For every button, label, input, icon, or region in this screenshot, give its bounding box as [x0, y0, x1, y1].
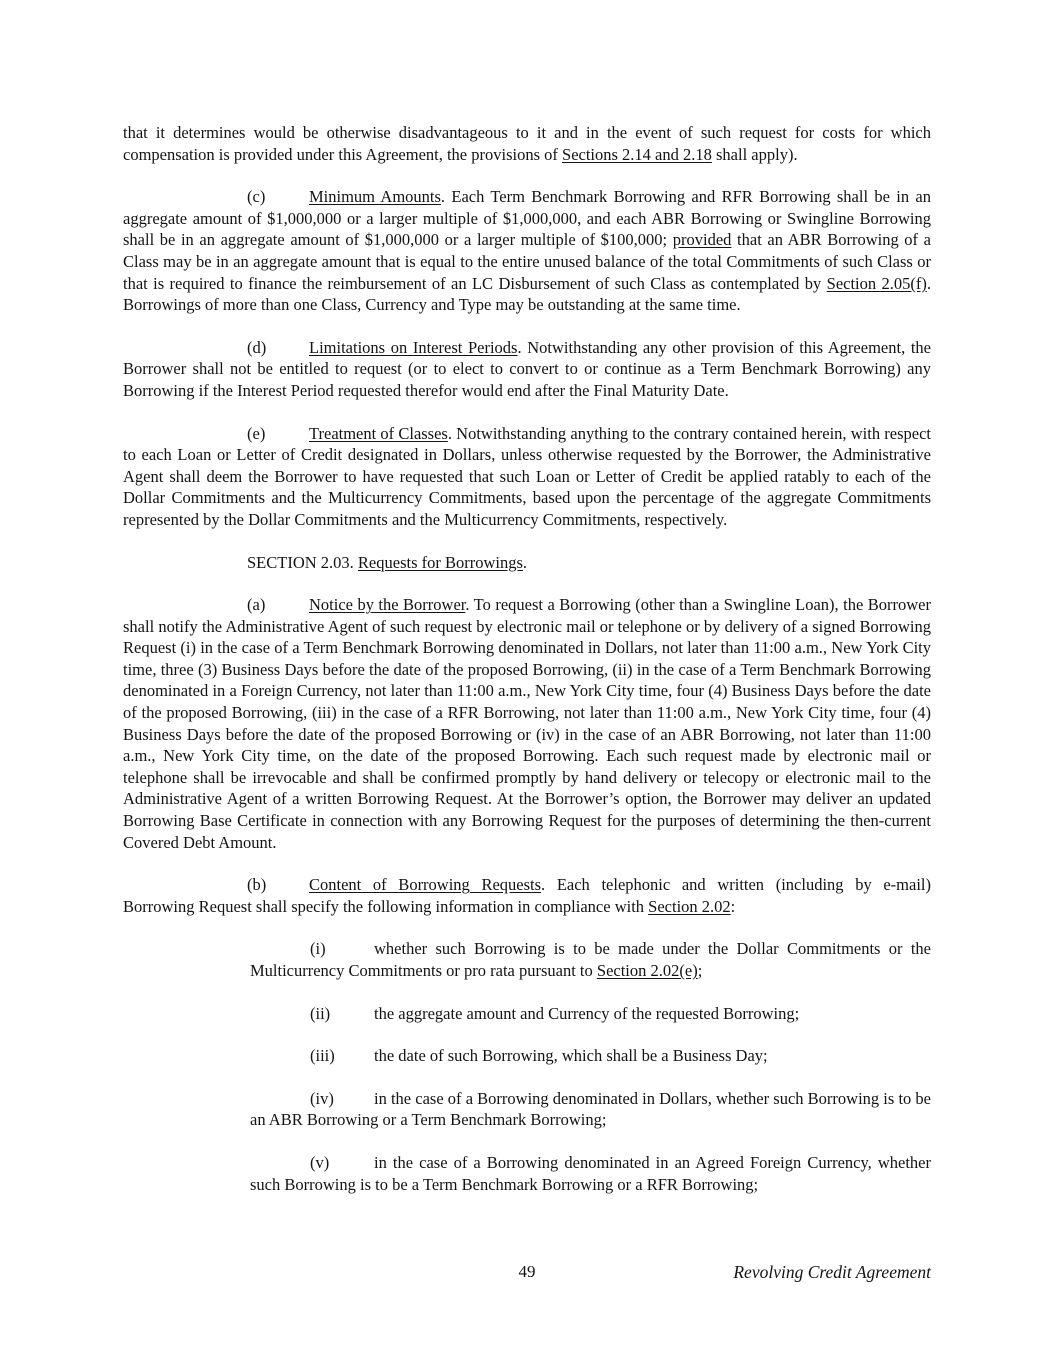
underlined-text-run: Section 2.02 [648, 896, 731, 916]
underlined-text-run: Section 2.02(e) [596, 961, 698, 980]
paragraph-label: (iv) [310, 1088, 334, 1108]
underlined-text-run: Content of Borrowing Requests [309, 875, 542, 895]
text-run: . Each telephonic and written (including by e-mail) Borrowing Request shall specify the following information in compliance with [123, 875, 931, 916]
paragraph-label: (i) [310, 939, 326, 959]
paragraph [123, 594, 931, 853]
paragraph-label: (d) [247, 337, 267, 357]
text-run: that an ABR Borrowing of a Class may be in an aggregate amount that is equal to the entire unused balance of the total Commitments of such Class or that is required to finance the reimbursement of an LC Disbursement of such Class as contemplated by [123, 230, 931, 293]
text-run: : [730, 896, 736, 916]
paragraph [123, 423, 931, 531]
text-run: . Borrowings of more than one Class, Currency and Type may be outstanding at the same time. [123, 273, 931, 315]
text-run: the date of such Borrowing, which shall be a Business Day; [374, 1046, 768, 1066]
page-number: 49 [518, 1262, 536, 1281]
paragraph-label: (a) [247, 595, 266, 615]
underlined-text-run: Section 2.05(f) [826, 273, 927, 293]
paragraph-label: (e) [247, 423, 266, 443]
underlined-text-run: Minimum Amounts [309, 187, 441, 207]
paragraph-label: (ii) [310, 1003, 331, 1023]
text-run: SECTION 2.03. [247, 552, 358, 572]
page-footer [123, 1262, 931, 1288]
footer-document-title: Revolving Credit Agreement [733, 1262, 931, 1282]
text-run: ; [697, 961, 703, 980]
underlined-text-run: Sections 2.14 and 2.18 [562, 144, 712, 164]
underlined-text-run: Limitations on Interest Periods [309, 337, 518, 357]
paragraph [123, 122, 931, 165]
paragraph [250, 1088, 931, 1131]
underlined-text-run: Notice by the Borrower [309, 595, 466, 615]
paragraph-label: (v) [310, 1152, 330, 1172]
text-run: . Notwithstanding any other provision of this Agreement, the Borrower shall not be entitled to request (or to elect to convert to or continue as a Term Benchmark Borrowing) any Borrowing if the Interest Period requested therefor would end after the Final Maturity Date. [123, 337, 931, 400]
paragraph [250, 1045, 931, 1067]
paragraph [250, 938, 931, 981]
document-body [123, 122, 931, 1216]
text-run: the aggregate amount and Currency of the requested Borrowing; [374, 1003, 800, 1023]
text-run: . Notwithstanding anything to the contrary contained herein, with respect to each Loan or Letter of Credit designated in Dollars, unless otherwise requested by the Borrower, the Administrative Agent shall deem the Borrower to have requested that such Loan or Letter of Credit be applied ratably to each of the Dollar Commitments and the Multicurrency Commitments, based upon the percentage of the aggregate Commitments represented by the Dollar Commitments and the Multicurrency Commitments, respectively. [123, 423, 931, 529]
text-run: . To request a Borrowing (other than a Swingline Loan), the Borrower shall notify the Administrative Agent of such request by electronic mail or telephone or by delivery of a signed Borrowing Request (i) in the case of a Term Benchmark Borrowing denominated in Dollars, not later than 11:00 a.m., New York City time, three (3) Business Days before the date of the proposed Borrowing, (ii) in the case of a Term Benchmark Borrowing denominated in a Foreign Currency, not later than 11:00 a.m., New York City time, four (4) Business Days before the date of the proposed Borrowing, (iii) in the case of a RFR Borrowing, not later than 11:00 a.m., New York City time, four (4) Business Days before the date of the proposed Borrowing or (iv) in the case of an ABR Borrowing, not later than 11:00 a.m., New York City time, on the date of the proposed Borrowing. Each such request made by electronic mail or telephone shall be irrevocable and shall be confirmed promptly by hand delivery or telecopy or electronic mail to the Administrative Agent of a written Borrowing Request. At the Borrower’s option, the Borrower may deliver an updated Borrowing Base Certificate in connection with any Borrowing Request for the purposes of determining the then-current Covered Debt Amount. [123, 595, 931, 852]
paragraph [250, 1152, 931, 1195]
underlined-text-run: provided [672, 230, 732, 250]
text-run: whether such Borrowing is to be made under the Dollar Commitments or the Multicurrency Commitments or pro rata pursuant to [250, 939, 931, 980]
paragraph [123, 874, 931, 917]
paragraph [123, 337, 931, 402]
text-run: in the case of a Borrowing denominated in Dollars, whether such Borrowing is to be an ABR Borrowing or a Term Benchmark Borrowing; [250, 1088, 931, 1130]
underlined-text-run: Treatment of Classes [309, 423, 448, 443]
text-run: shall apply). [711, 144, 798, 164]
text-run: in the case of a Borrowing denominated in an Agreed Foreign Currency, whether such Borrowing is to be a Term Benchmark Borrowing or a RFR Borrowing; [250, 1152, 931, 1194]
paragraph-label: (b) [247, 875, 267, 895]
text-run: . [522, 552, 528, 572]
text-run: that it determines would be otherwise disadvantageous to it and in the event of such request for costs for which compensation is provided under this Agreement, the provisions of [123, 123, 931, 164]
paragraph [123, 186, 931, 316]
text-run: . Each Term Benchmark Borrowing and RFR Borrowing shall be in an aggregate amount of $1,000,000 or a larger multiple of $1,000,000, and each ABR Borrowing or Swingline Borrowing shall be in an aggregate amount of $1,000,000 or a larger multiple of $100,000; [123, 187, 931, 250]
paragraph [123, 552, 931, 574]
paragraph-label: (c) [247, 187, 266, 207]
paragraph [250, 1003, 931, 1025]
underlined-text-run: Requests for Borrowings [357, 552, 523, 572]
paragraph-label: (iii) [310, 1046, 335, 1066]
